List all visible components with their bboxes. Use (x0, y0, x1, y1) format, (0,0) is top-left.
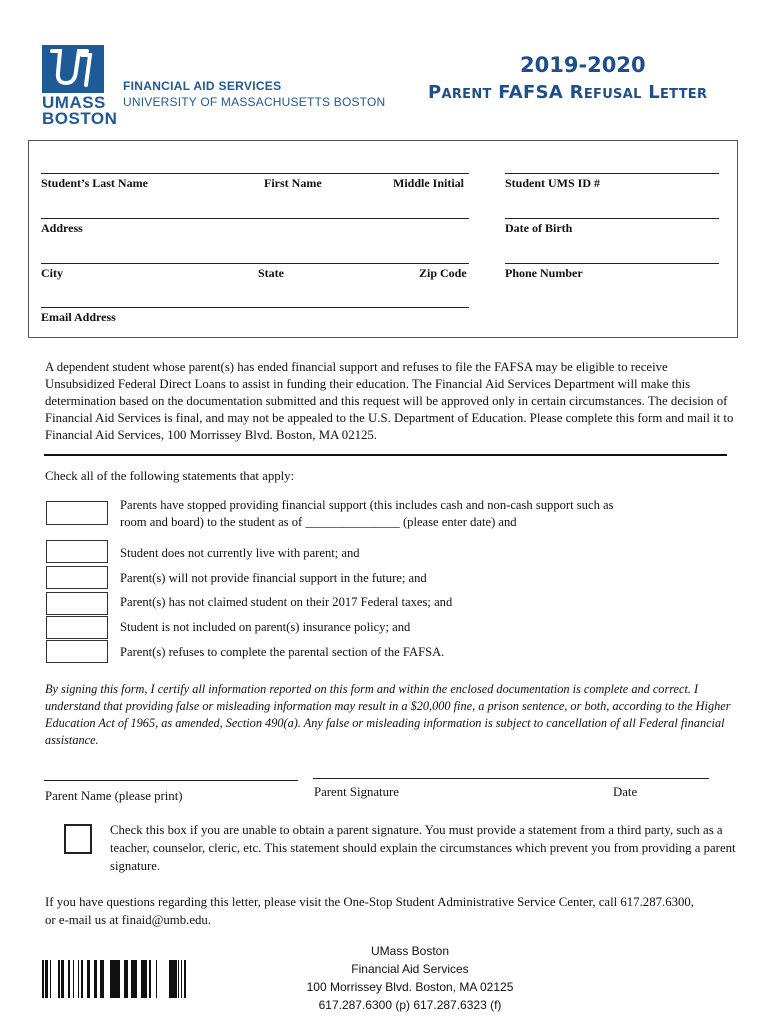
date-label: Date (613, 785, 638, 799)
city-line[interactable] (41, 263, 469, 264)
page-title: Parent FAFSA Refusal Letter (428, 82, 708, 103)
footer-address (290, 942, 530, 1014)
email-label: Email Address (41, 310, 116, 324)
checkbox-refuses-fafsa[interactable] (46, 640, 108, 663)
footer-line-3: 100 Morrissey Blvd. Boston, MA 02125 (306, 980, 514, 994)
zip-label: Zip Code (419, 266, 467, 280)
department-name: FINANCIAL AID SERVICES (123, 79, 282, 93)
statement-support-stopped: Parents have stopped providing financial support (this includes cash and non-cash support such as room and board) to the student as of _______________ (please enter date) and (120, 498, 614, 529)
divider (44, 454, 727, 456)
city-label: City (41, 266, 63, 280)
footer-line-2: Financial Aid Services (351, 962, 469, 976)
dob-line[interactable] (505, 218, 719, 219)
checkbox-support-stopped[interactable] (46, 501, 108, 525)
statement-no-future-support: Parent(s) will not provide financial support in the future; and (120, 571, 427, 585)
university-name: UNIVERSITY OF MASSACHUSETTS BOSTON (123, 95, 386, 109)
no-signature-checkbox[interactable] (64, 824, 92, 854)
email-line[interactable] (41, 307, 469, 308)
last-name-label: Student’s Last Name (41, 176, 148, 190)
intro-paragraph: A dependent student whose parent(s) has ended financial support and refuses to file the FAFSA may be eligible to receive Unsubsidized Federal Direct Loans to assist in funding their education. The Financial Aid Services Department will make this determination based on the documentation submitted and this request will be approved only in certain circumstances. The decision of Financial Aid Services is final, and may not be appealed to the U.S. Department of Education. Please complete this form and mail it to Financial Aid Services, 100 Morrissey Blvd. Boston, MA 02125. (45, 360, 734, 442)
address-label: Address (41, 221, 83, 235)
phone-line[interactable] (505, 263, 719, 264)
certification-text: By signing this form, I certify all information reported on this form and within the enclosed documentation is complete and correct. I understand that providing false or misleading information may result in a $20,000 fine, a prison sentence, or both, according to the Higher Education Act of 1965, as amended, Section 490(a). Any false or misleading information is subject to cancellation of all Federal financial assistance. (45, 682, 731, 747)
ums-id-line[interactable] (505, 173, 719, 174)
checklist-heading: Check all of the following statements that apply: (45, 469, 295, 483)
first-name-label: First Name (264, 176, 322, 190)
middle-initial-label: Middle Initial (393, 176, 465, 190)
footer-line-4: 617.287.6300 (p) 617.287.6323 (f) (318, 998, 502, 1012)
student-info-section (28, 140, 738, 338)
ums-id-label: Student UMS ID # (505, 176, 601, 190)
parent-name-label: Parent Name (please print) (45, 789, 183, 803)
parent-name-line[interactable] (44, 780, 298, 781)
parent-signature-label: Parent Signature (314, 785, 399, 799)
footer-line-1: UMass Boston (370, 944, 450, 958)
phone-label: Phone Number (505, 266, 583, 280)
name-line[interactable] (41, 173, 469, 174)
checkbox-no-future-support[interactable] (46, 566, 108, 589)
statement-not-insured: Student is not included on parent(s) insurance policy; and (120, 620, 411, 634)
checkbox-not-claimed[interactable] (46, 592, 108, 615)
state-label: State (258, 266, 284, 280)
dob-label: Date of Birth (505, 221, 573, 235)
address-line[interactable] (41, 218, 469, 219)
no-signature-text: Check this box if you are unable to obtain a parent signature. You must provide a statement from a third party, such as a teacher, counselor, cleric, etc. This statement should explain the circumstances which prevent you from providing a parent signature. (110, 823, 736, 873)
statement-not-claimed: Parent(s) has not claimed student on their 2017 Federal taxes; and (120, 595, 453, 609)
statement-not-living: Student does not currently live with parent; and (120, 546, 360, 560)
logo-text: UMASS BOSTON (42, 93, 118, 128)
barcode (42, 960, 188, 998)
checkbox-not-living[interactable] (46, 540, 108, 563)
umass-logo-mark (42, 45, 104, 93)
parent-signature-line[interactable] (313, 778, 709, 779)
form-year: 2019-2020 (520, 53, 646, 77)
checkbox-not-insured[interactable] (46, 616, 108, 639)
statement-refuses-fafsa: Parent(s) refuses to complete the parental section of the FAFSA. (120, 645, 445, 659)
contact-paragraph: If you have questions regarding this letter, please visit the One-Stop Student Administrative Service Center, call 617.287.6300, or e-mail us at finaid@umb.edu. (45, 895, 694, 927)
